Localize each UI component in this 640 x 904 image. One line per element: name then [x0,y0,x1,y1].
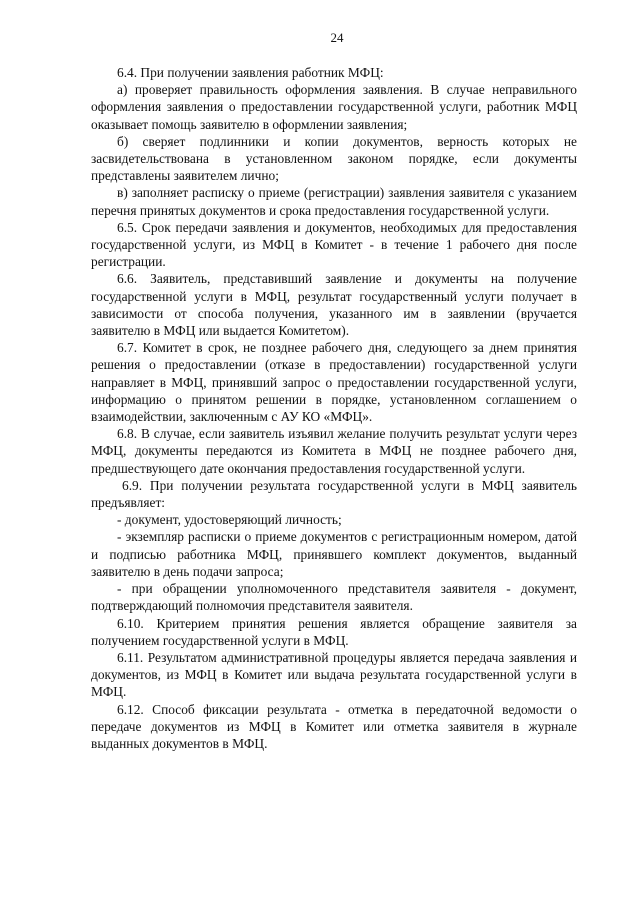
paragraph-6-6: 6.6. Заявитель, представивший заявление и документы на получение государственной услуги в МФЦ, результат государственный услуги получает в зависимости от способа получения, указанного им в заявлении (вручается заявителю в МФЦ или выдается Комитетом). [91,271,577,339]
paragraph-6-11: 6.11. Результатом административной процедуры является передача заявления и документов, из МФЦ в Комитет или выдача результата государственной услуги в МФЦ. [91,649,577,700]
list-item-receipt-copy: - экземпляр расписки о приеме документов с регистрационным номером, датой и подписью работника МФЦ, принявшего комплект документов, выданный заявителю в день подачи запроса; [91,529,577,579]
paragraph-6-7: 6.7. Комитет в срок, не позднее рабочего дня, следующего за днем принятия решения о предоставлении (отказе в предоставлении) государственной услуги направляет в МФЦ, принявший запрос о предоставлении государственной услуги, информацию о принятом решении в порядке, установленном соглашением о взаимодействии, заключенным с АУ КО «МФЦ». [91,340,577,425]
list-item-representative-authority: - при обращении уполномоченного представителя заявителя - документ, подтверждающий полномочия представителя заявителя. [91,581,577,614]
paragraph-6-8: 6.8. В случае, если заявитель изъявил желание получить результат услуги через МФЦ, документы передаются из Комитета в МФЦ не позднее рабочего дня, предшествующего дате окончания предоставления государственной услуги. [91,426,577,476]
paragraph-6-12: 6.12. Способ фиксации результата - отметка в передаточной ведомости о передаче документов из МФЦ в Комитет или отметка заявителя в журнале выданных документов в МФЦ. [91,701,577,751]
paragraph-6-9: 6.9. При получении результата государственной услуги в МФЦ заявитель предъявляет: [91,477,577,511]
paragraph-6-5: 6.5. Срок передачи заявления и документов, необходимых для предоставления государственной услуги, из МФЦ в Комитет - в течение 1 рабочего дня после регистрации. [91,219,577,270]
paragraph-6-4: 6.4. При получении заявления работник МФЦ: [117,65,384,80]
list-item-identity-document: - документ, удостоверяющий личность; [117,512,342,528]
paragraph-6-4-a: а) проверяет правильность оформления заявления. В случае неправильного оформления заявления о предоставлении государственной услуги, работник МФЦ оказывает помощь заявителю в оформлении заявления; [91,82,577,132]
page-number: 24 [330,30,344,45]
paragraph-6-4-v: в) заполняет расписку о приеме (регистрации) заявления заявителя с указанием перечня принятых документов и срока предоставления государственной услуги. [91,185,577,218]
paragraph-6-10: 6.10. Критерием принятия решения является обращение заявителя за получением государственной услуги в МФЦ. [91,615,577,648]
paragraph-6-4-b: б) сверяет подлинники и копии документов, верность которых не засвидетельствована в установленном законом порядке, если документы представлены заявителем лично; [91,133,577,184]
document-body [91,64,577,752]
